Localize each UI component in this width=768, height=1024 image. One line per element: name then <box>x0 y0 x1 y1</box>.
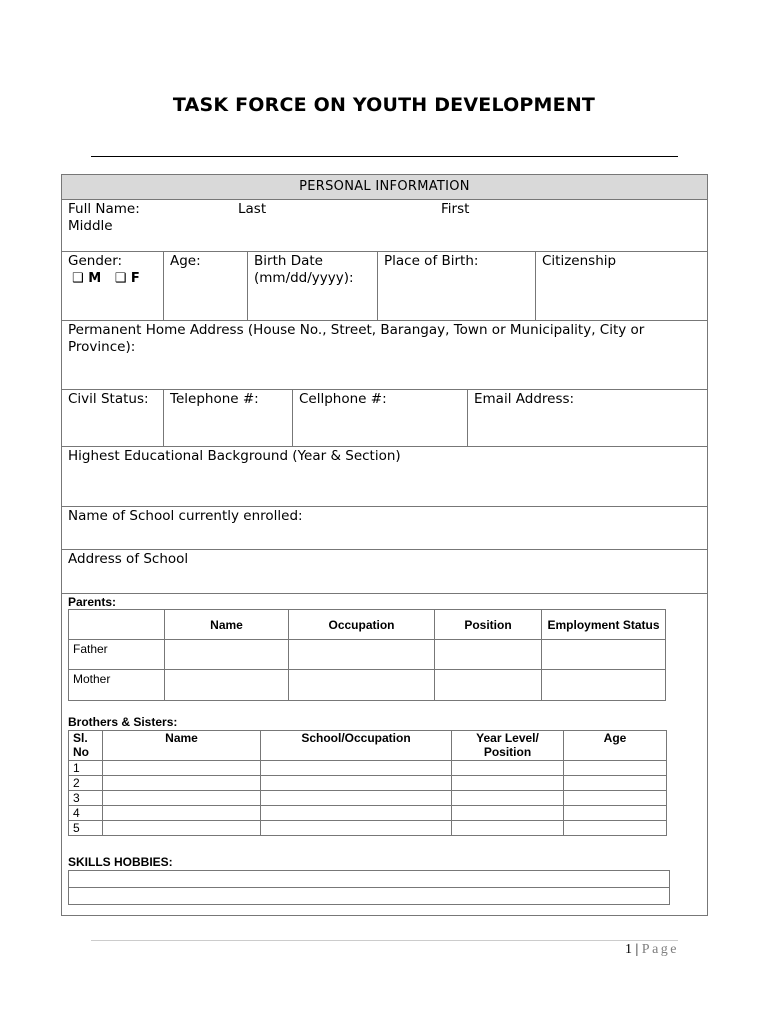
education-row[interactable] <box>62 447 707 507</box>
father-position-cell[interactable] <box>435 640 542 670</box>
male-checkbox[interactable]: ❑ <box>72 271 84 286</box>
sibling-number-5: 5 <box>69 821 103 836</box>
sibling-number-1: 1 <box>69 761 103 776</box>
siblings-header-age: Age <box>564 731 667 761</box>
father-name-cell[interactable] <box>165 640 289 670</box>
mother-position-cell[interactable] <box>435 670 542 701</box>
table-row <box>69 871 670 888</box>
table-row <box>69 821 667 836</box>
page-separator: | <box>635 942 639 957</box>
skills-line-2[interactable] <box>69 888 670 905</box>
page-word: Page <box>641 942 679 957</box>
school-address-label: Address of School <box>68 551 189 567</box>
school-address-row[interactable] <box>62 550 707 594</box>
gender-label: Gender: <box>68 253 123 269</box>
page-footer <box>560 942 679 958</box>
parents-table <box>68 609 666 701</box>
table-row <box>69 640 666 670</box>
siblings-header-name: Name <box>103 731 261 761</box>
education-label: Highest Educational Background (Year & Section) <box>68 448 401 464</box>
sibling-number-4: 4 <box>69 806 103 821</box>
parents-header-occupation: Occupation <box>289 610 435 640</box>
male-option-label: M <box>88 271 102 286</box>
middle-name-label: Middle <box>68 218 113 234</box>
email-label: Email Address: <box>474 391 575 407</box>
citizenship-cell[interactable] <box>535 252 707 320</box>
document-title: TASK FORCE ON YOUTH DEVELOPMENT <box>172 94 596 116</box>
mother-employment-cell[interactable] <box>542 670 666 701</box>
cellphone-cell[interactable] <box>292 390 467 446</box>
parents-header-name: Name <box>165 610 289 640</box>
page-number: 1 <box>624 942 632 957</box>
table-row <box>69 776 667 791</box>
first-name-label: First <box>441 201 470 217</box>
school-name-row[interactable] <box>62 507 707 550</box>
mother-occupation-cell[interactable] <box>289 670 435 701</box>
section-heading-personal-information: PERSONAL INFORMATION <box>62 175 707 200</box>
gender-cell <box>62 252 163 320</box>
place-of-birth-cell[interactable] <box>377 252 535 320</box>
birth-date-label: Birth Date <box>254 253 323 269</box>
mother-label: Mother <box>69 670 165 701</box>
parents-header-blank <box>69 610 165 640</box>
civil-status-label: Civil Status: <box>68 391 149 407</box>
sibling-number-2: 2 <box>69 776 103 791</box>
last-name-label: Last <box>238 201 267 217</box>
skills-line-1[interactable] <box>69 871 670 888</box>
home-address-label: Permanent Home Address (House No., Street, Barangay, Town or Municipality, City or Province): <box>68 322 645 355</box>
title-underline <box>91 156 678 157</box>
table-row <box>69 791 667 806</box>
parents-title: Parents: <box>68 595 117 609</box>
civil-status-cell[interactable] <box>62 390 163 446</box>
footer-rule <box>91 940 678 941</box>
table-row <box>69 761 667 776</box>
home-address-row[interactable] <box>62 321 707 390</box>
siblings-table <box>68 730 667 836</box>
telephone-label: Telephone #: <box>170 391 259 407</box>
gender-birth-row <box>62 252 707 321</box>
school-name-label: Name of School currently enrolled: <box>68 508 303 524</box>
siblings-header-year-level: Year Level/ Position <box>452 731 564 761</box>
table-row <box>69 670 666 701</box>
skills-table <box>68 870 670 905</box>
parents-header-position: Position <box>435 610 542 640</box>
family-section <box>62 594 707 915</box>
age-cell[interactable] <box>163 252 247 320</box>
telephone-cell[interactable] <box>163 390 292 446</box>
citizenship-label: Citizenship <box>542 253 617 269</box>
female-option-label: F <box>130 271 140 286</box>
father-label: Father <box>69 640 165 670</box>
age-label: Age: <box>170 253 201 269</box>
mother-name-cell[interactable] <box>165 670 289 701</box>
personal-information-form <box>61 174 708 916</box>
table-row <box>69 888 670 905</box>
parents-header-employment-status: Employment Status <box>542 610 666 640</box>
table-row <box>69 806 667 821</box>
birth-date-cell[interactable] <box>247 252 377 320</box>
birth-date-format-label: (mm/dd/yyyy): <box>254 270 354 286</box>
full-name-row[interactable] <box>62 200 707 252</box>
email-cell[interactable] <box>467 390 707 446</box>
skills-title: SKILLS HOBBIES: <box>68 855 173 869</box>
siblings-title: Brothers & Sisters: <box>68 715 178 729</box>
cellphone-label: Cellphone #: <box>299 391 387 407</box>
female-checkbox[interactable]: ❑ <box>114 271 127 286</box>
father-employment-cell[interactable] <box>542 640 666 670</box>
siblings-header-school: School/Occupation <box>261 731 452 761</box>
father-occupation-cell[interactable] <box>289 640 435 670</box>
full-name-label: Full Name: <box>68 201 140 217</box>
siblings-header-number: Sl. No <box>69 731 103 761</box>
place-of-birth-label: Place of Birth: <box>384 253 479 269</box>
sibling-number-3: 3 <box>69 791 103 806</box>
contact-row <box>62 390 707 447</box>
